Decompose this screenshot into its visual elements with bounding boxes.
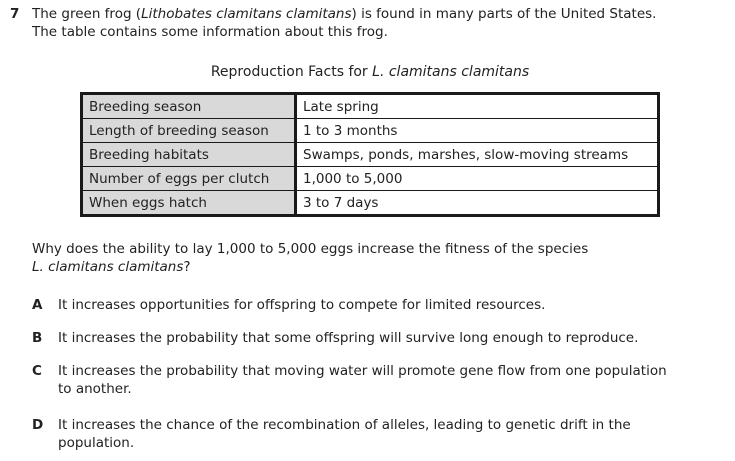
question-prompt (32, 240, 588, 276)
row-label: Breeding habitats (82, 143, 296, 167)
stem-line-1-pre: The green frog ( (32, 6, 142, 22)
question-stem (10, 5, 730, 41)
row-value: 1,000 to 5,000 (296, 167, 659, 191)
species-name: Lithobates clamitans clamitans (141, 6, 352, 22)
row-value: Late spring (296, 94, 659, 119)
stem-line-1-post: ) is found in many parts of the United States. (351, 6, 657, 22)
stem-line-1 (32, 5, 730, 23)
option-text (58, 362, 667, 398)
option-text-line: It increases the chance of the recombination of alleles, leading to genetic drift in the (58, 417, 631, 433)
table-row (82, 94, 659, 119)
option-c[interactable] (32, 362, 667, 398)
row-label: When eggs hatch (82, 191, 296, 216)
row-value: 3 to 7 days (296, 191, 659, 216)
option-text (58, 416, 631, 452)
row-label: Length of breeding season (82, 119, 296, 143)
table-caption-species: L. clamitans clamitans (372, 64, 530, 80)
row-label: Breeding season (82, 94, 296, 119)
option-letter: D (32, 417, 44, 433)
question-line-1: Why does the ability to lay 1,000 to 5,000 eggs increase the fitness of the species (32, 241, 589, 257)
stem-text (32, 5, 730, 41)
option-text (58, 296, 545, 314)
question-number: 7 (10, 6, 20, 22)
table-caption (0, 64, 735, 80)
row-value: 1 to 3 months (296, 119, 659, 143)
option-b[interactable] (32, 329, 638, 347)
table-row (82, 143, 659, 167)
table-caption-pre: Reproduction Facts for (210, 64, 373, 80)
option-letter: B (32, 330, 43, 346)
row-label: Number of eggs per clutch (82, 167, 296, 191)
table-row (82, 119, 659, 143)
table-row (82, 191, 659, 216)
stem-line-2: The table contains some information about this frog. (32, 24, 388, 40)
option-letter: C (32, 363, 42, 379)
question-line-2 (32, 258, 588, 276)
option-text-line: It increases opportunities for offspring to compete for limited resources. (58, 297, 546, 313)
option-text (58, 329, 638, 347)
option-a[interactable] (32, 296, 545, 314)
question-species: L. clamitans clamitans (32, 259, 184, 275)
reproduction-facts-table (80, 92, 660, 217)
option-d[interactable] (32, 416, 631, 452)
option-text-line: It increases the probability that some offspring will survive long enough to reproduce. (58, 330, 639, 346)
option-text-line: population. (58, 435, 135, 451)
question-line-2-post: ? (183, 259, 191, 275)
table-row (82, 167, 659, 191)
row-value: Swamps, ponds, marshes, slow-moving streams (296, 143, 659, 167)
option-text-line: It increases the probability that moving water will promote gene flow from one population (58, 363, 667, 379)
option-text-line: to another. (58, 381, 132, 397)
option-letter: A (32, 297, 43, 313)
